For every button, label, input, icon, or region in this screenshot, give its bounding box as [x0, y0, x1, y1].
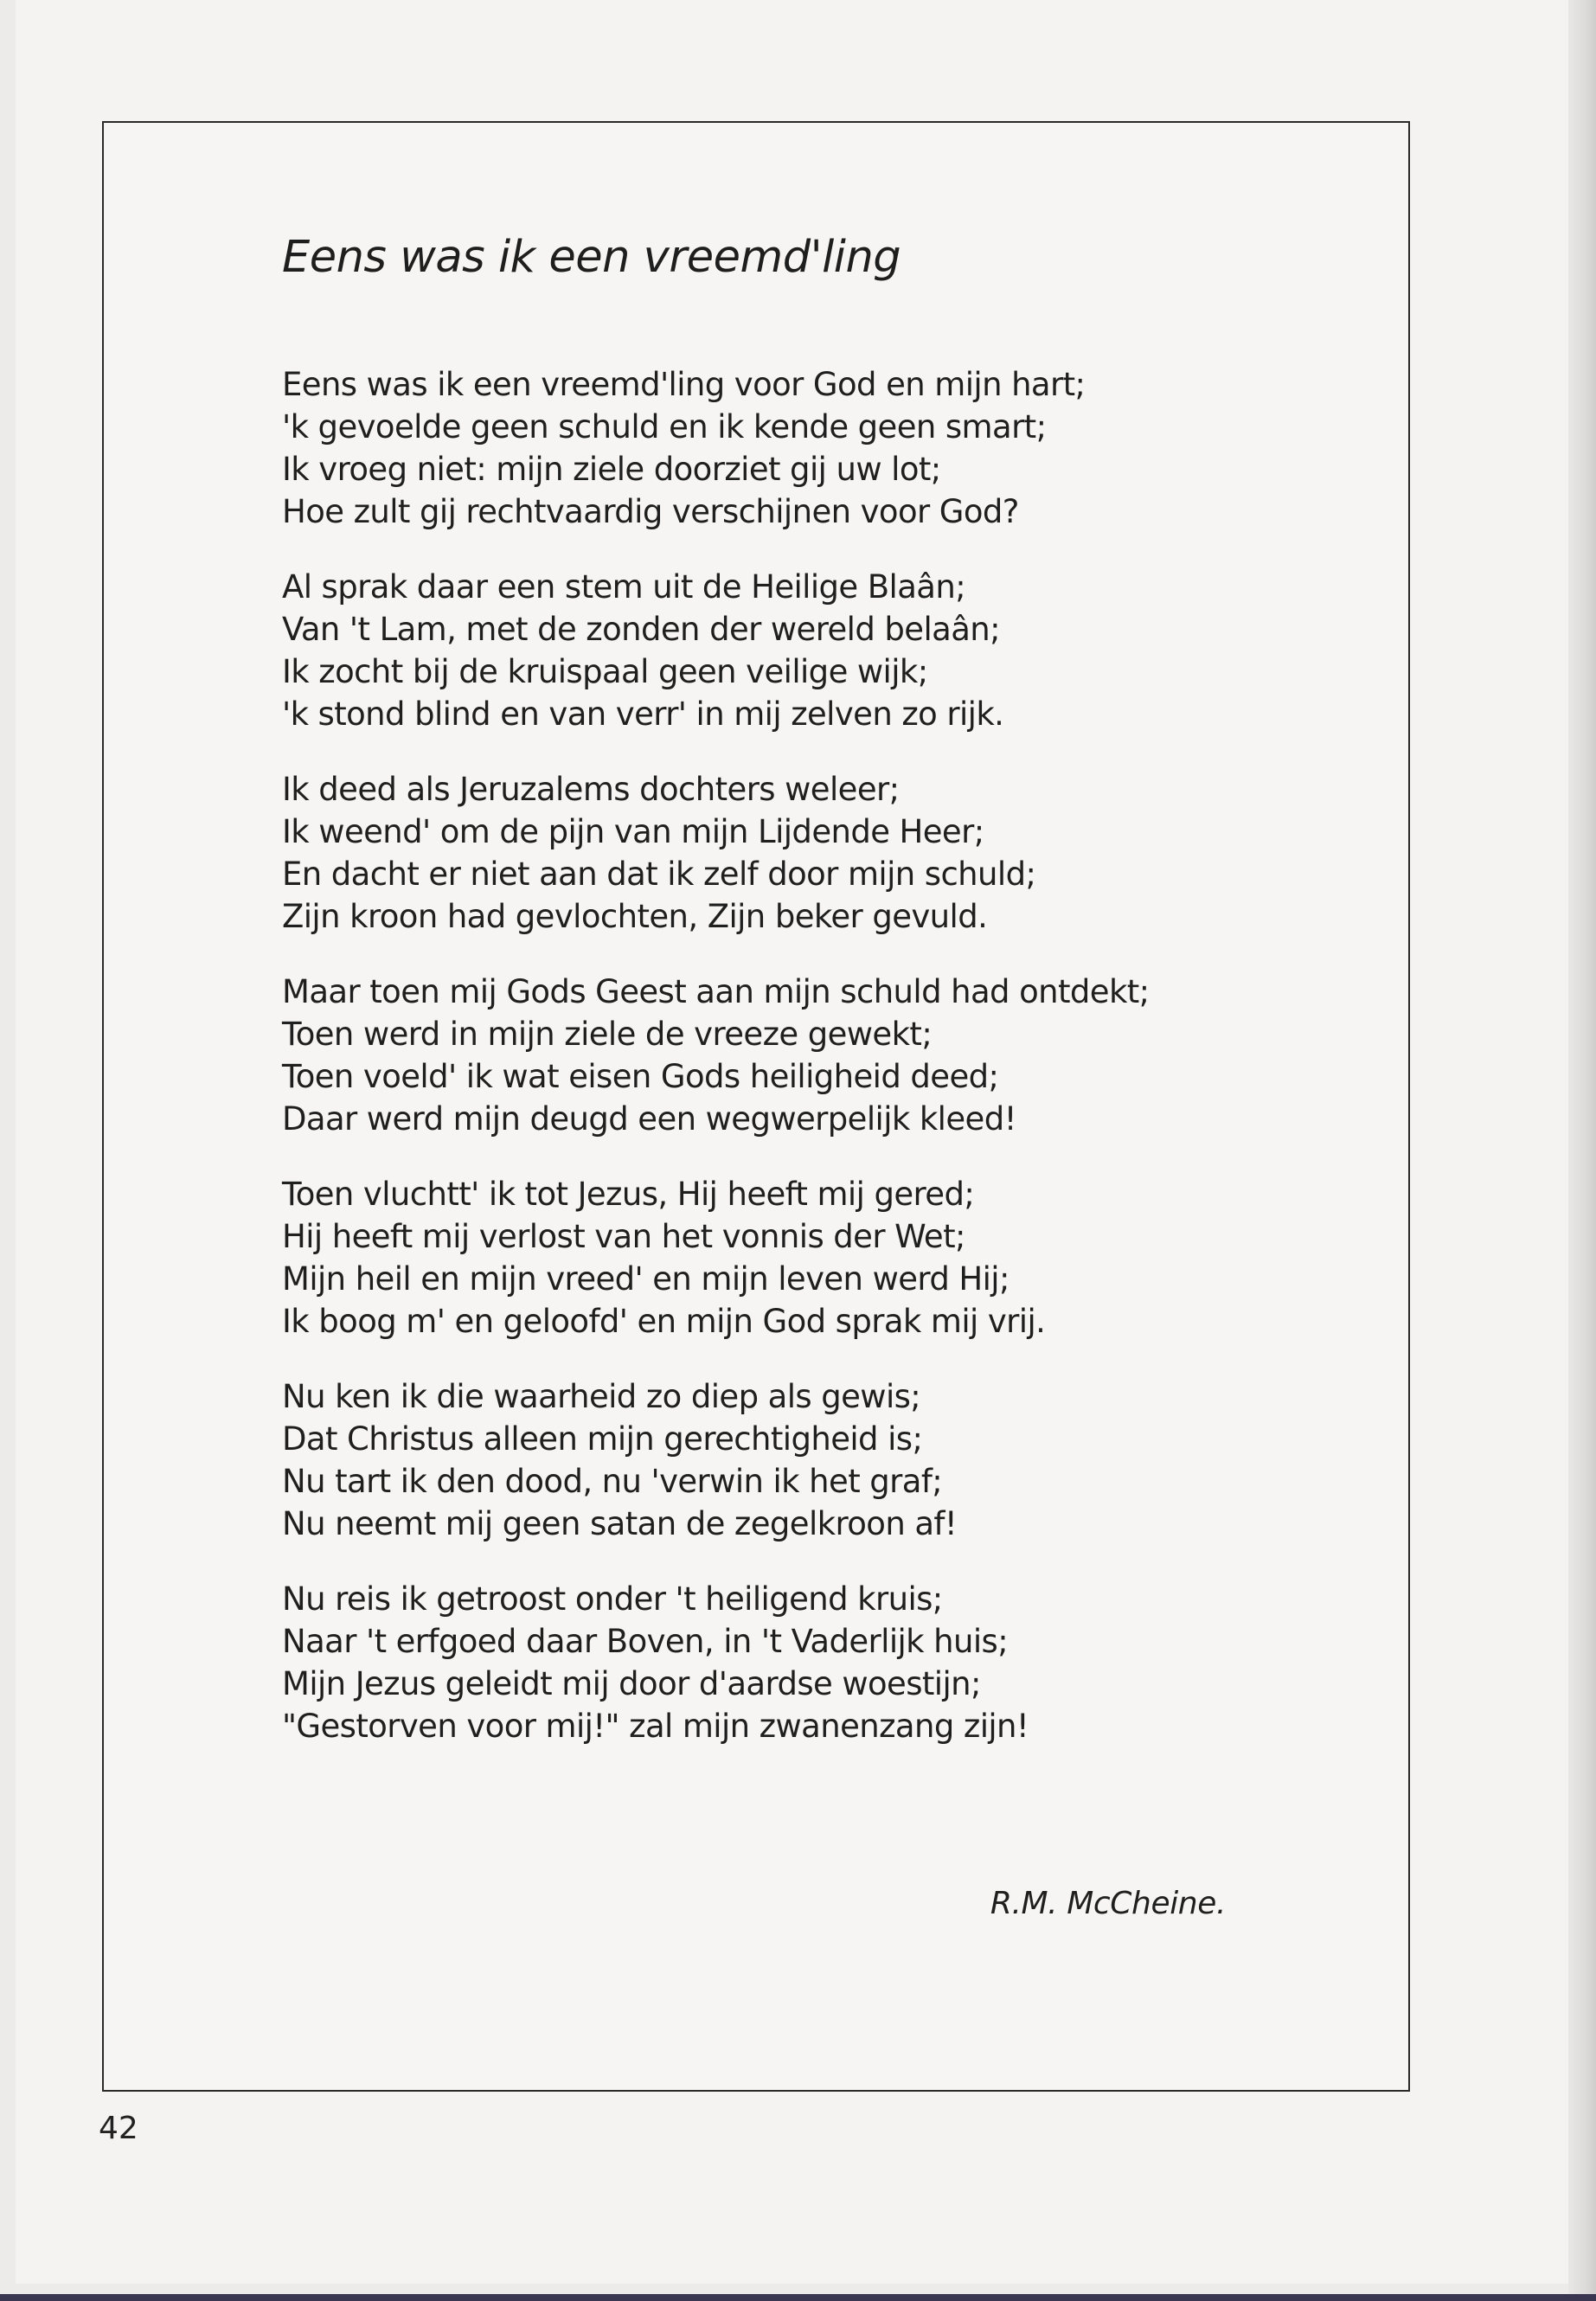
poem-line: Dat Christus alleen mijn gerechtigheid is; [282, 1420, 923, 1458]
poem-line: Ik boog m' en geloofd' en mijn God sprak mij vrij. [282, 1303, 1046, 1340]
stanza-7 [282, 1578, 1277, 1747]
page-edge [1568, 0, 1596, 2301]
poem-line: Maar toen mij Gods Geest aan mijn schuld had ontdekt; [282, 973, 1150, 1010]
poem-line: Toen werd in mijn ziele de vreeze gewekt; [282, 1016, 933, 1053]
poem-line: Nu ken ik die waarheid zo diep als gewis; [282, 1378, 921, 1415]
stanza-3 [282, 768, 1277, 938]
stanza-6 [282, 1375, 1277, 1545]
poem-line: Eens was ik een vreemd'ling voor God en mijn hart; [282, 366, 1086, 403]
poem-line: Daar werd mijn deugd een wegwerpelijk kleed! [282, 1100, 1016, 1138]
scan-bottom-edge [0, 2294, 1596, 2301]
stanza-2 [282, 566, 1277, 735]
poem-line: Hij heeft mij verlost van het vonnis der Wet; [282, 1218, 965, 1255]
poem-line: Nu tart ik den dood, nu 'verwin ik het graf; [282, 1463, 943, 1500]
poem-line: Ik vroeg niet: mijn ziele doorziet gij uw lot; [282, 451, 941, 488]
poem-line: 'k stond blind en van verr' in mij zelven zo rijk. [282, 695, 1004, 733]
poem-line: Nu reis ik getroost onder 't heiligend kruis; [282, 1580, 943, 1618]
poem-line: Mijn heil en mijn vreed' en mijn leven werd Hij; [282, 1260, 1010, 1298]
poem-line: "Gestorven voor mij!" zal mijn zwanenzang zijn! [282, 1708, 1029, 1745]
poem-line: Ik zocht bij de kruispaal geen veilige wijk; [282, 653, 928, 690]
poem-line: En dacht er niet aan dat ik zelf door mijn schuld; [282, 856, 1036, 893]
poem-body [282, 363, 1277, 1780]
poem-line: 'k gevoelde geen schuld en ik kende geen smart; [282, 408, 1047, 445]
poem-line: Hoe zult gij rechtvaardig verschijnen voor God? [282, 493, 1019, 530]
poem-line: Ik deed als Jeruzalems dochters weleer; [282, 771, 900, 808]
poem-line: Naar 't erfgoed daar Boven, in 't Vaderlijk huis; [282, 1623, 1009, 1660]
poem-author: R.M. McCheine. [990, 1886, 1226, 1921]
poem-title: Eens was ik een vreemd'ling [282, 232, 901, 283]
stanza-5 [282, 1173, 1277, 1343]
poem-line: Al sprak daar een stem uit de Heilige Blaân; [282, 568, 966, 606]
poem-line: Toen vluchtt' ik tot Jezus, Hij heeft mij gered; [282, 1176, 975, 1213]
page-number: 42 [99, 2111, 138, 2146]
stanza-1 [282, 363, 1277, 533]
poem-line: Nu neemt mij geen satan de zegelkroon af! [282, 1505, 958, 1542]
poem-line: Mijn Jezus geleidt mij door d'aardse woestijn; [282, 1665, 981, 1702]
poem-line: Ik weend' om de pijn van mijn Lijdende Heer; [282, 813, 984, 850]
poem-line: Van 't Lam, met de zonden der wereld belaân; [282, 611, 1001, 648]
poem-line: Toen voeld' ik wat eisen Gods heiligheid deed; [282, 1058, 999, 1095]
poem-line: Zijn kroon had gevlochten, Zijn beker gevuld. [282, 898, 988, 935]
stanza-4 [282, 971, 1277, 1140]
